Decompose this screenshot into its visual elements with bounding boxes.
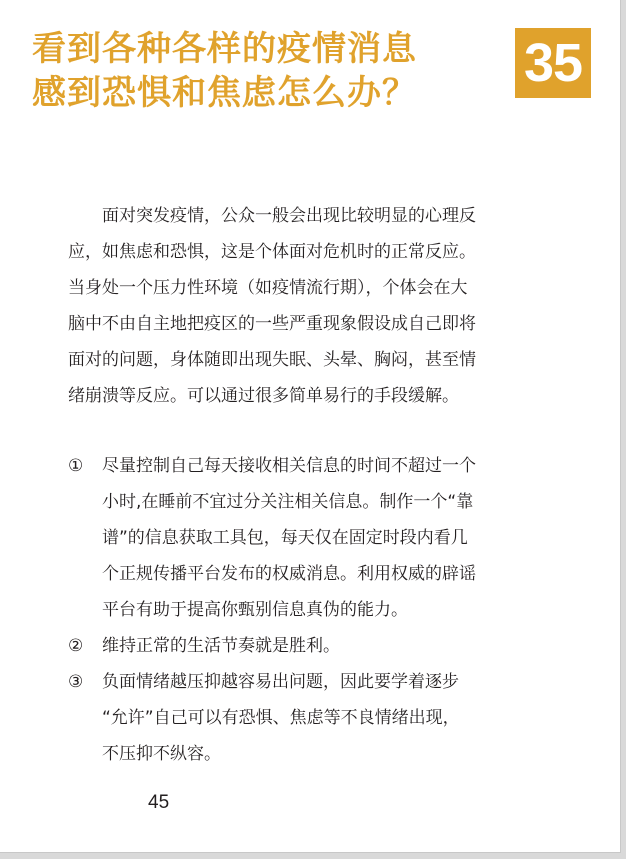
tip-marker: ③ [68, 672, 84, 692]
title-line-2: 感到恐惧和焦虑怎么办？ [32, 73, 417, 113]
tip-line: 不压抑不纵容。 [102, 744, 221, 764]
question-number-badge: 35 [515, 28, 591, 98]
tip-item-1 [68, 448, 518, 628]
tips-list [68, 448, 518, 772]
intro-line: 当身处一个压力性环境（如疫情流行期），个体会在大 [68, 278, 468, 298]
tip-line: 尽量控制自己每天接收相关信息的时间不超过一个 [102, 456, 476, 476]
tip-line: 个正规传播平台发布的权威消息。利用权威的辟谣 [102, 564, 476, 584]
intro-line: 绪崩溃等反应。可以通过很多简单易行的手段缓解。 [68, 386, 459, 406]
intro-line: 应，如焦虑和恐惧，这是个体面对危机时的正常反应。 [68, 242, 476, 262]
intro-line: 脑中不由自主地把疫区的一些严重现象假设成自己即将 [68, 314, 476, 334]
tip-item-2 [68, 628, 518, 664]
tip-line: 负面情绪越压抑越容易出问题，因此要学着逐步 [102, 672, 459, 692]
page-number: 45 [148, 792, 170, 813]
tip-line: 小时,在睡前不宜过分关注相关信息。制作一个“靠 [102, 492, 474, 512]
tip-line: 维持正常的生活节奏就是胜利。 [102, 636, 340, 656]
tip-line: 谱”的信息获取工具包，每天仅在固定时段内看几 [102, 528, 468, 548]
tip-marker: ① [68, 456, 84, 476]
title-line-1: 看到各种各样的疫情消息 [32, 29, 417, 69]
tip-item-3 [68, 664, 518, 772]
intro-line: 面对的问题，身体随即出现失眠、头晕、胸闷，甚至情 [68, 350, 476, 370]
tip-line: “允许”自己可以有恐惧、焦虑等不良情绪出现， [102, 708, 460, 728]
intro-line: 面对突发疫情，公众一般会出现比较明显的心理反 [102, 206, 476, 226]
page-title [32, 27, 492, 115]
tip-marker: ② [68, 636, 84, 656]
intro-paragraph [68, 198, 508, 414]
tip-line: 平台有助于提高你甄别信息真伪的能力。 [102, 600, 408, 620]
